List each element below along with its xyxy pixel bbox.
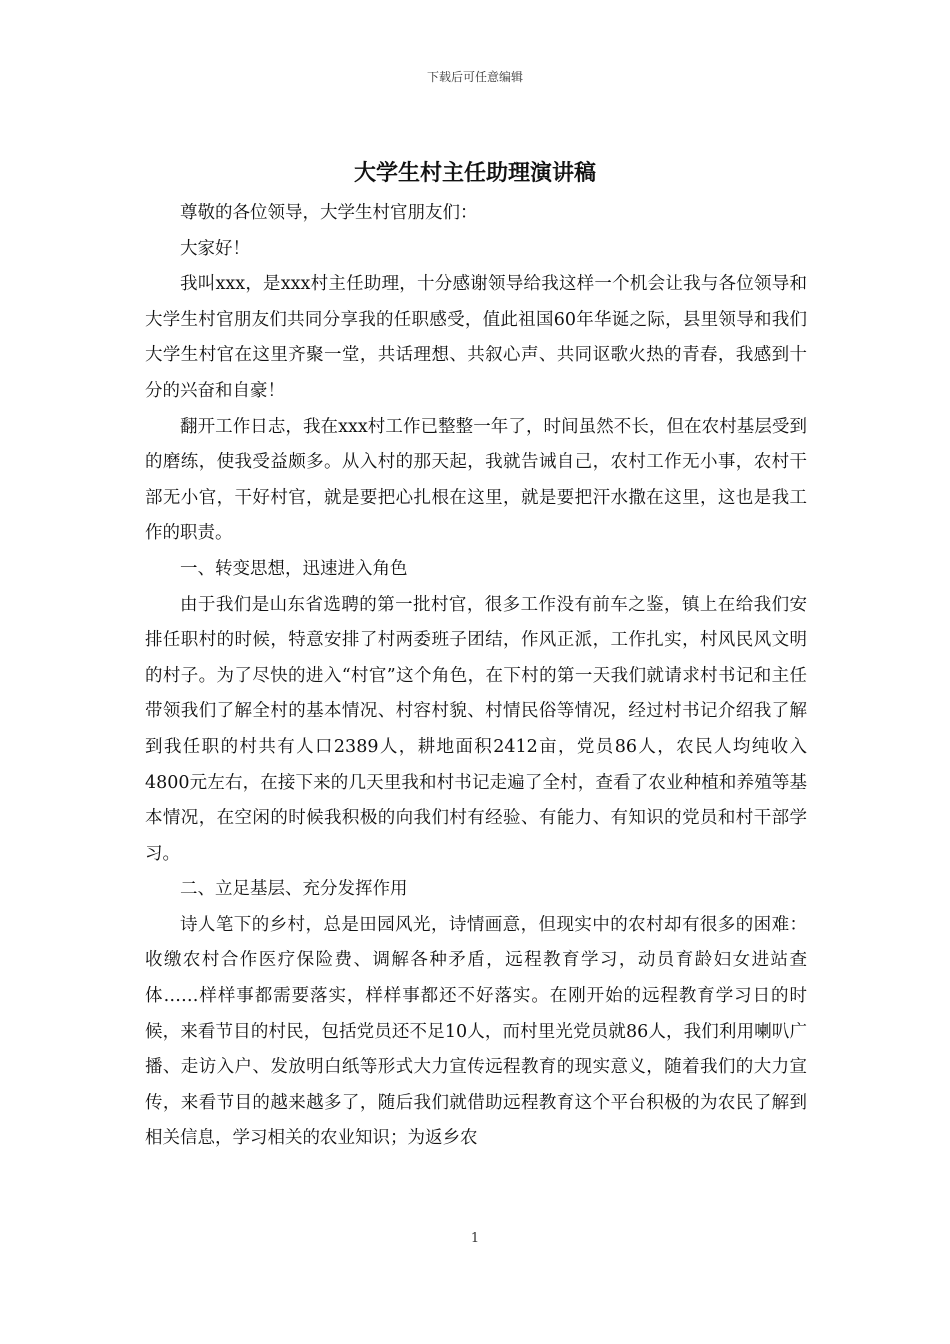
greeting-paragraph: 大家好！ <box>180 238 250 259</box>
section-2-paragraph: 诗人笔下的乡村，总是田园风光，诗情画意，但现实中的农村却有很多的困难：收缴农村合作医疗保险费、调解各种矛盾，远程教育学习，动员育龄妇女进站查体……样样事都需要落实，样样事都还不好落实。在刚开始的远程教育学习日的时候，来看节目的村民，包括党员还不足10人，而村里光党员就86人，我们利用喇叭广播、走访入户、发放明白纸等形式大力宣传远程教育的现实意义，随着我们的大力宣传，来看节目的越来越多了，随后我们就借助远程教育这个平台积极的为农民了解到相关信息，学习相关的农业知识；为返乡农 <box>145 914 807 1149</box>
intro-paragraph: 我叫xxx，是xxx村主任助理，十分感谢领导给我这样一个机会让我与各位领导和大学生村官朋友们共同分享我的任职感受，值此祖国60年华诞之际，县里领导和我们大学生村官在这里齐聚一堂，共话理想、共叙心声、共同讴歌火热的青春，我感到十分的兴奋和自豪！ <box>145 274 807 401</box>
page-header-note: 下载后可任意编辑 <box>426 70 523 84</box>
document-title: 大学生村主任助理演讲稿 <box>353 161 596 186</box>
page-number: 1 <box>470 1231 480 1246</box>
section-heading-1: 一、转变思想，迅速进入角色 <box>180 558 408 579</box>
salutation-paragraph: 尊敬的各位领导，大学生村官朋友们： <box>180 203 478 223</box>
section-heading-2: 二、立足基层、充分发挥作用 <box>180 879 408 900</box>
work-log-paragraph: 翻开工作日志，我在xxx村工作已整整一年了，时间虽然不长，但在农村基层受到的磨练，使我受益颇多。从入村的那天起，我就告诫自己，农村工作无小事，农村干部无小官，干好村官，就是要把心扎根在这里，就是要把汗水撒在这里，这也是我工作的职责。 <box>145 416 807 544</box>
section-1-paragraph: 由于我们是山东省选聘的第一批村官，很多工作没有前车之鉴，镇上在给我们安排任职村的时候，特意安排了村两委班子团结，作风正派，工作扎实，村风民风文明的村子。为了尽快的进入“村官”这个角色，在下村的第一天我们就请求村书记和主任带领我们了解全村的基本情况、村容村貌、村情民俗等情况，经过村书记介绍我了解到我任职的村共有人口2389人，耕地面积2412亩，党员86人，农民人均纯收入4800元左右，在接下来的几天里我和村书记走遍了全村，查看了农业种植和养殖等基本情况，在空闲的时候我积极的向我们村有经验、有能力、有知识的党员和村干部学习。 <box>145 594 807 864</box>
document-body <box>145 196 807 1157</box>
